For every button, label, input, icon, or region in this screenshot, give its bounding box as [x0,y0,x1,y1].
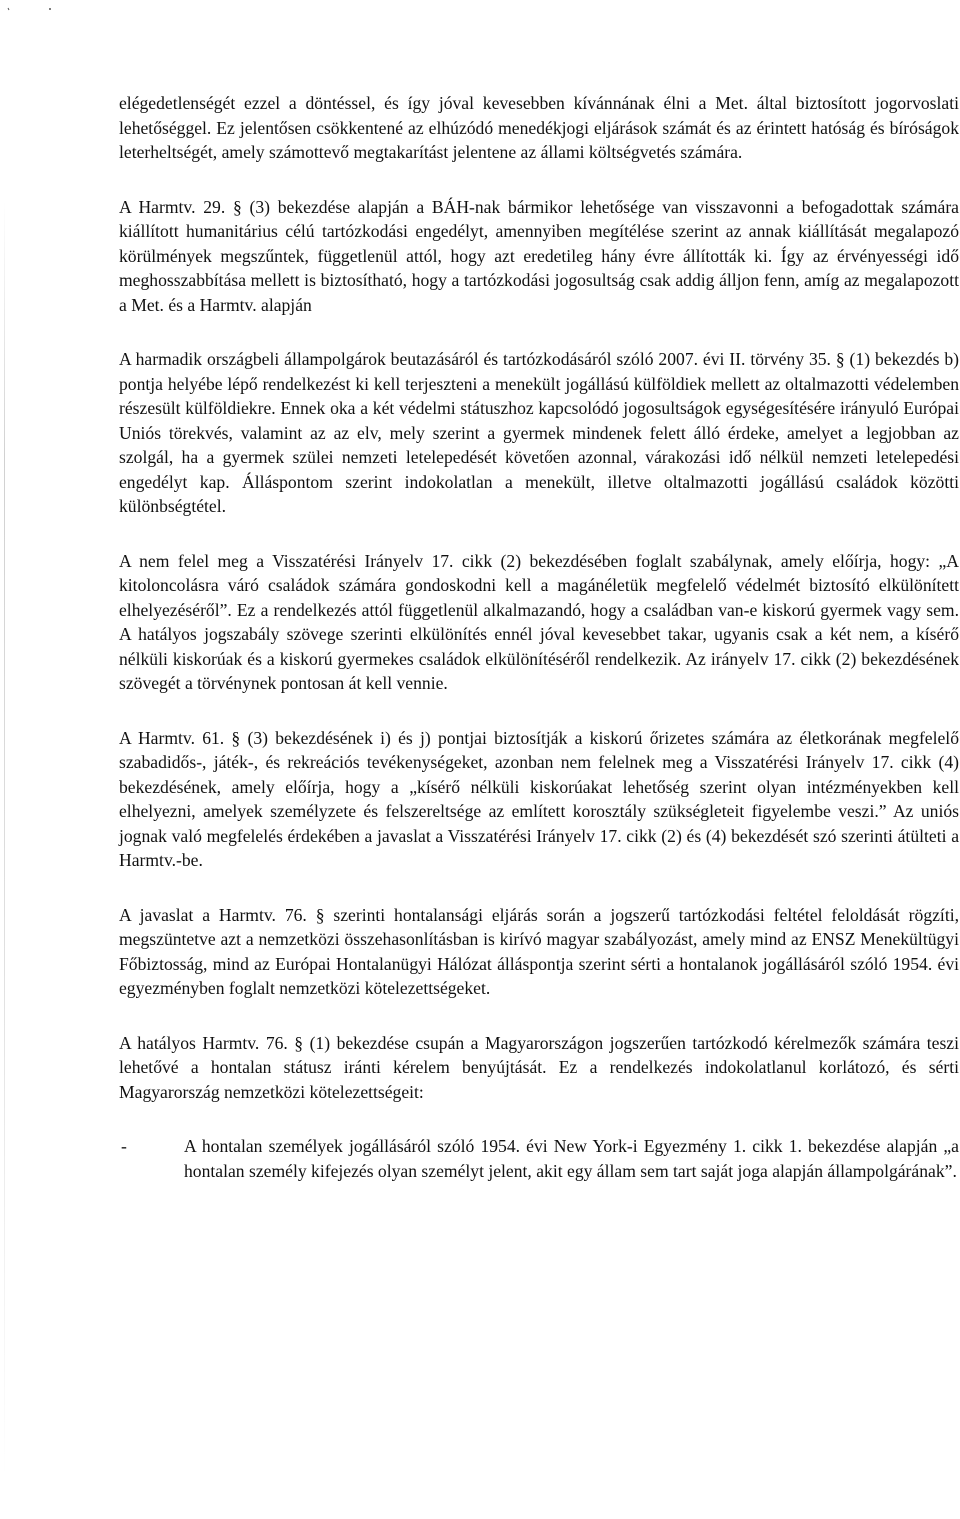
paragraph-harmtv-76: A hatályos Harmtv. 76. § (1) bekezdése csupán a Magyarországon jogszerűen tartózkodó kérelmezők számára teszi lehetővé a hontalan státusz iránti kérelem benyújtását. Ez a rendelkezés indokolatlanul korlátozó, és sérti Magyarország nemzetközi kötelezettségeit: [119,1032,959,1102]
paragraph-return-directive-17-2: A nem felel meg a Visszatérési Irányelv 17. cikk (2) bekezdésében foglalt szabálynak, amely előírja, hogy: „A kitoloncolásra váró családok számára gondoskodni kell a magánéletük megfelelő védelmét biztosító elkülönített elhelyezéséről”. Ez a rendelkezés attól függetlenül alkalmazandó, hogy a családban van-e kiskorú gyermek vagy sem. A hatályos jogszabály szövege szerinti elkülönítés ennél jóval kevesebbet takar, ugyanis csak a két nem, a kísérő nélküli kiskorúak és a kiskorú gyermekes családok elkülönítéséről rendelkezik. Az irányelv 17. cikk (2) bekezdésének szövegét a törvénynek pontosan át kell vennie. [119,550,959,693]
paragraph-harmtv-61: A Harmtv. 61. § (3) bekezdésének i) és j) pontjai biztosítják a kiskorú őrizetes számára az életkorának megfelelő szabadidős-, játék-, és rekreációs tevékenységeket, azonban nem felelnek meg a Visszatérési Irányelv 17. cikk (4) bekezdésének, amely előírja, hogy a „kísérő nélküli kiskorúakat lehetőség szerint olyan intézményekben kell elhelyezni, amelyek személyzete és felszereltsége az említett korosztály szükségleteit figyelembe veszi.” Az uniós jognak való megfelelés érdekében a javaslat a Visszatérési Irányelv 17. cikk (2) és (4) bekezdését szó szerinti átülteti a Harmtv.-be. [119,727,959,870]
paragraph-harmtv-29: A Harmtv. 29. § (3) bekezdése alapján a BÁH-nak bármikor lehetősége van visszavonni a befogadottak számára kiállított humanitárius célú tartózkodási engedélyt, amennyiben megítélése szerint az annak kiállítását megalapozó körülmények megszűntek, függetlenül attól, hogy azt eredetileg hány évre állították ki. Így az érvényességi idő meghosszabbítása mellett is biztosítható, hogy a tartózkodási jogosultság csak addig álljon fenn, amíg az megalapozott a Met. és a Harmtv. alapján [119,196,959,315]
scan-edge-shadow [4,200,5,1480]
paragraph-costs-savings: elégedetlenségét ezzel a döntéssel, és így jóval kevesebben kívánnának élni a Met. által biztosított jogorvoslati lehetőséggel. Ez jelentősen csökkentené az elhúzódó menedékjogi eljárások számát és az érintett hatóság és bíróságok leterheltségét, amely számottevő megtakarítást jelentene az állami költségvetés számára. [119,93,959,162]
scan-artifact-marks [6,0,66,20]
paragraph-third-country-nationals: A harmadik országbeli állampolgárok beutazásáról és tartózkodásáról szóló 2007. évi II. törvény 35. § (1) bekezdés b) pontja helyébe lépő rendelkezést ki kell terjeszteni a menekült jogállású külföldiek mellett az oltalmazotti védelemben részesült külföldiekre. Ennek oka a két védelmi státuszhoz kapcsolódó jogosultságok egységesítésére irányuló Európai Uniós törekvés, valamint az az elv, mely szerint a gyermek mindenek felett álló érdeke, amelyet a legjobban az szolgál, ha a gyermek szülei nemzeti letelepedését követően azonnal, várakozási idő nélkül nemzeti letelepedési engedélyt kap. Álláspontom szerint indokolatlan a menekült, illetve oltalmazotti jogállású családok közötti különbségtétel. [119,349,959,516]
list-item [119,1134,959,1183]
list-item-text: A hontalan személyek jogállásáról szóló 1954. évi New York-i Egyezmény 1. cikk 1. bekezdése alapján „a hontalan személy kifejezés olyan személyt jelent, akit egy állam sem tart saját joga alapján állampolgárának”. [184,1136,959,1181]
document-body [119,91,959,1183]
list-dash: - [121,1136,127,1156]
paragraph-statelessness-procedure: A javaslat a Harmtv. 76. § szerinti hontalansági eljárás során a jogszerű tartózkodási feltétel feloldását rögzíti, megszüntetve azt a nemzetközi összehasonlításban is kirívó magyar szabályozást, amely mind az ENSZ Menekültügyi Főbiztosság, mind az Európai Hontalanügyi Hálózat álláspontja szerint sérti a hontalanok jogállásáról szóló 1954. évi egyezményben foglalt nemzetközi kötelezettségeket. [119,904,959,998]
